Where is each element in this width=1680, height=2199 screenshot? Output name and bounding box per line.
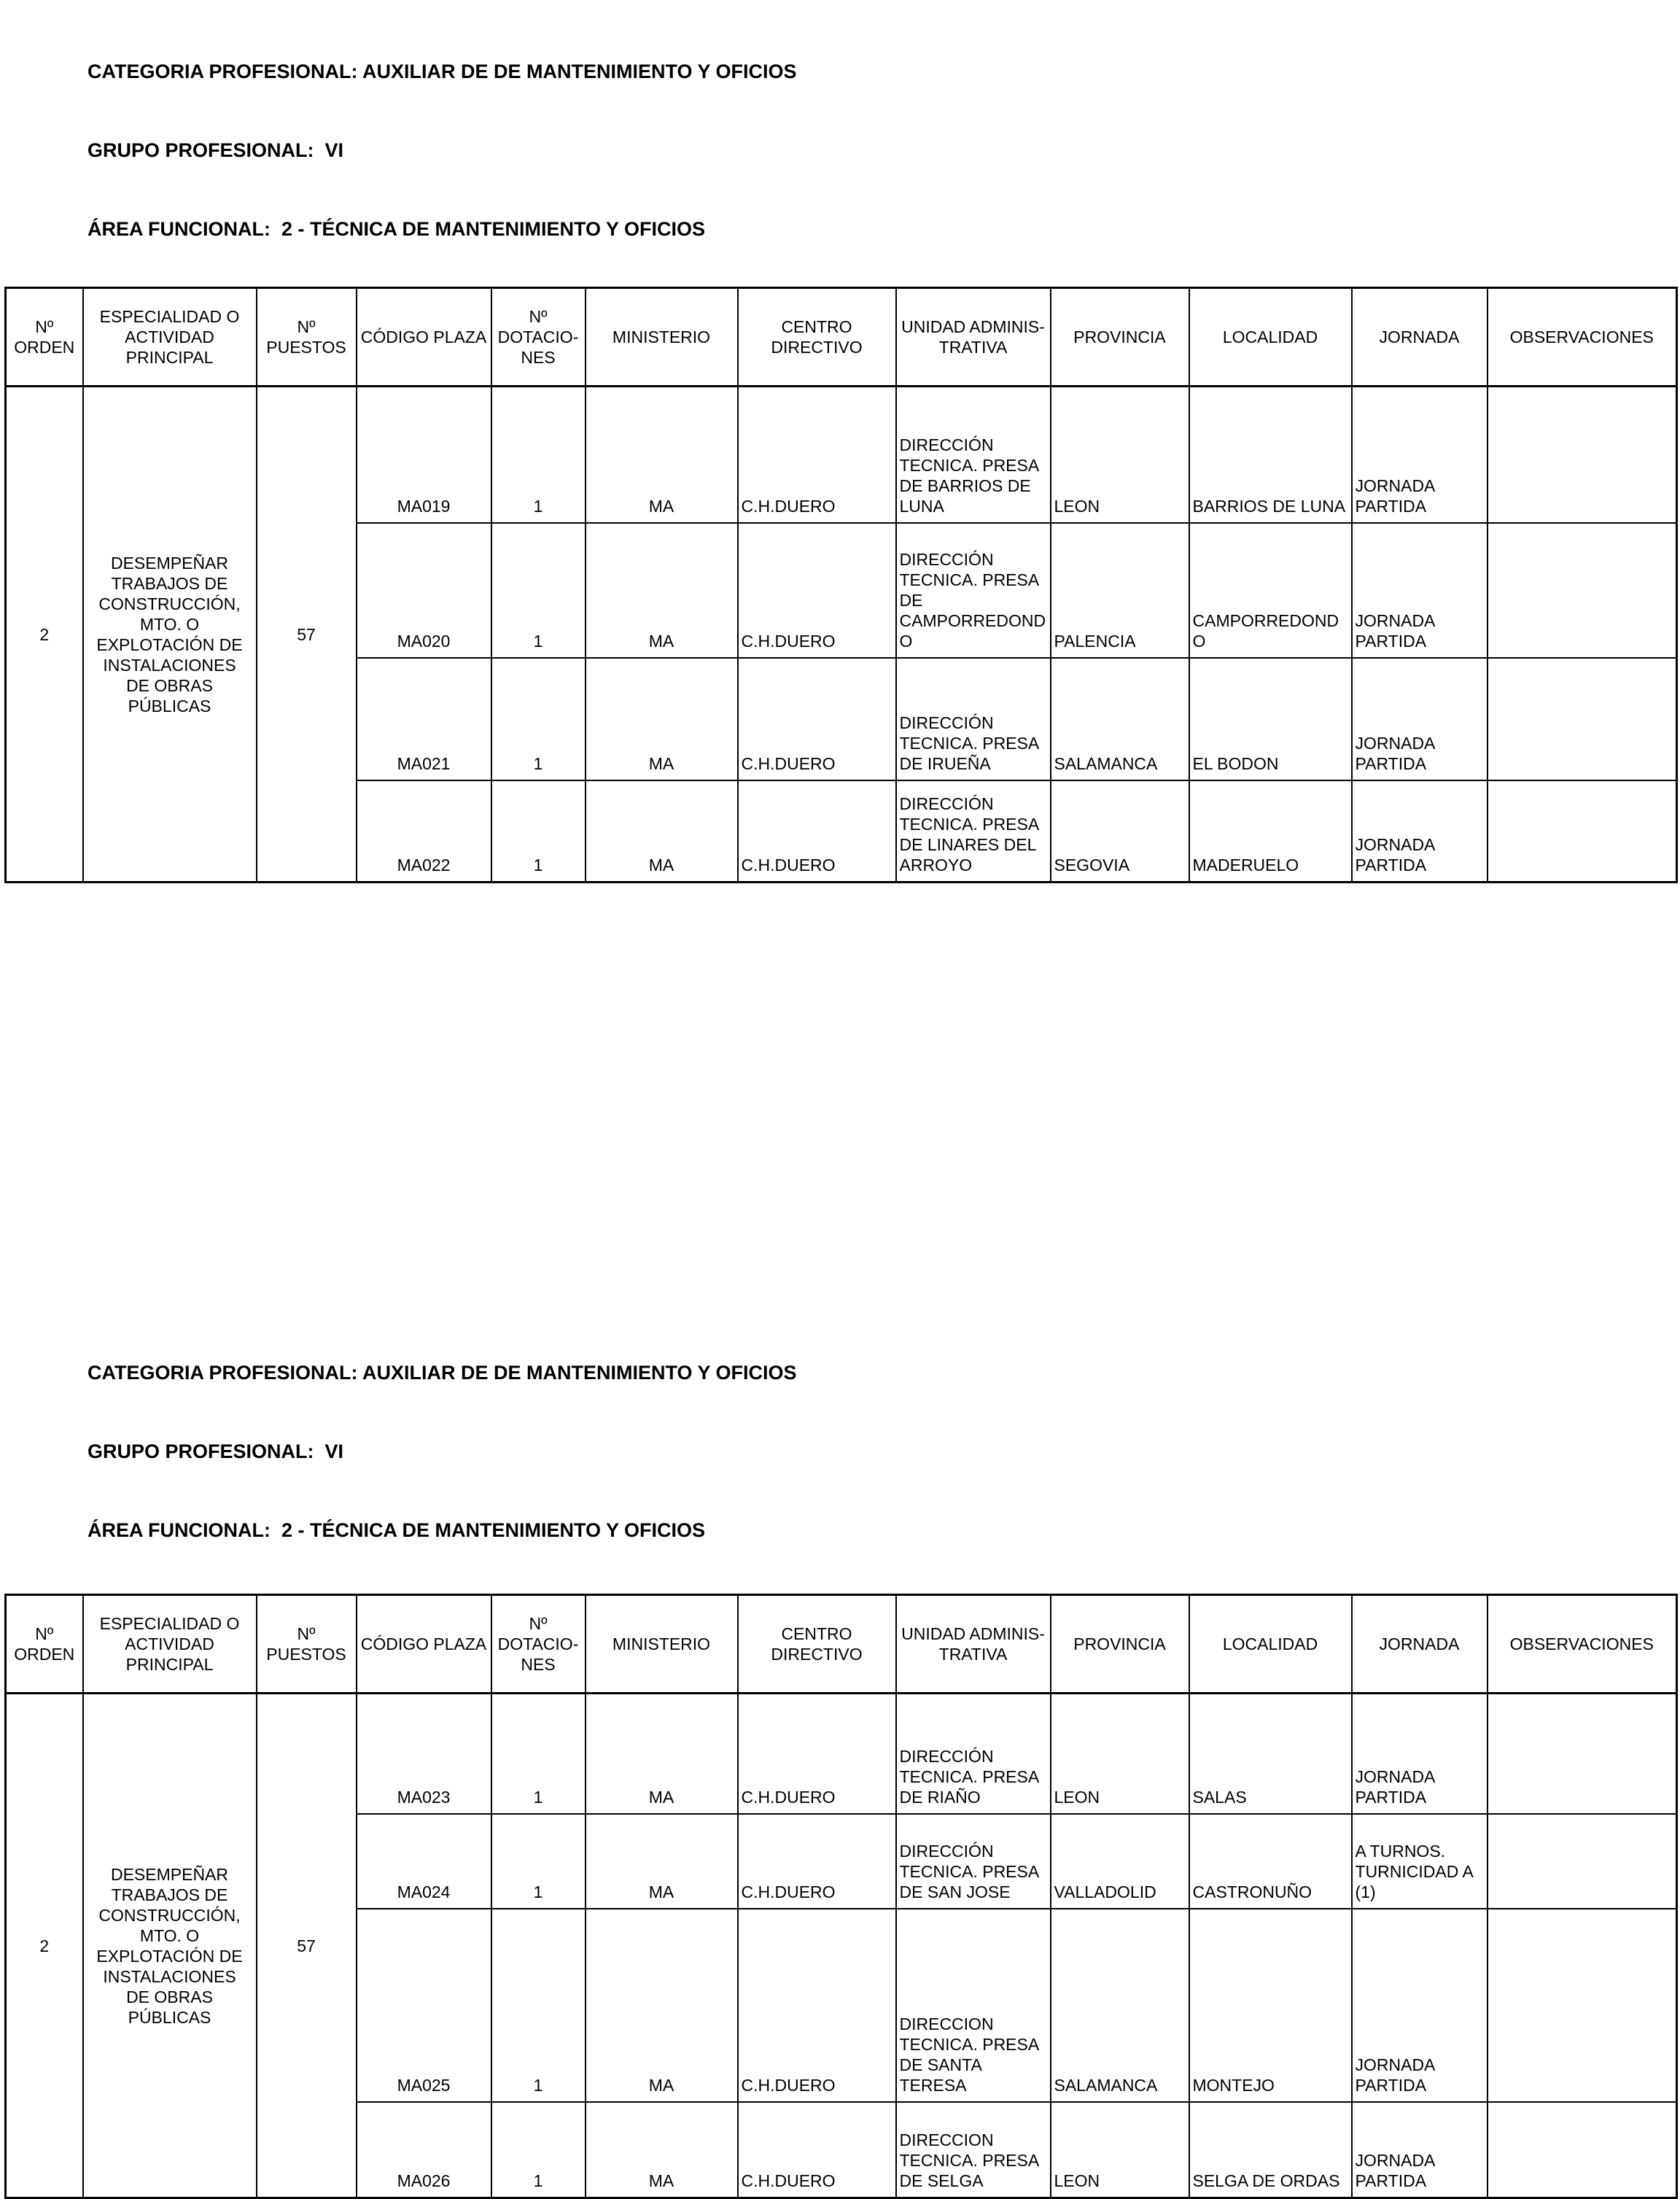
cell-unidad-administrativa: DIRECCIÓN TECNICA. PRESA DE BARRIOS DE LUNA	[896, 387, 1051, 523]
cell-ministerio: MA	[586, 1909, 738, 2102]
cell-observaciones	[1488, 523, 1677, 658]
cell-localidad: SELGA DE ORDAS	[1189, 2102, 1352, 2198]
cell-jornada: JORNADA PARTIDA	[1352, 387, 1488, 523]
cell-num-puestos: 57	[257, 387, 357, 883]
column-header-especialidad: ESPECIALIDAD O ACTIVIDAD PRINCIPAL	[83, 1595, 257, 1694]
cell-observaciones	[1488, 780, 1677, 883]
cell-unidad-administrativa: DIRECCION TECNICA. PRESA DE SANTA TERESA	[896, 1909, 1051, 2102]
table-header-row	[6, 1595, 1677, 1694]
column-header-codigo-plaza: CÓDIGO PLAZA	[357, 288, 491, 387]
cell-ministerio: MA	[586, 387, 738, 523]
column-header-orden: Nº ORDEN	[6, 288, 83, 387]
cell-codigo-plaza: MA021	[357, 658, 491, 780]
cell-dotaciones: 1	[491, 658, 586, 780]
grupo-profesional: GRUPO PROFESIONAL: VI	[88, 1440, 344, 1462]
cell-ministerio: MA	[586, 2102, 738, 2198]
column-header-localidad: LOCALIDAD	[1189, 288, 1352, 387]
cell-unidad-administrativa: DIRECCIÓN TECNICA. PRESA DE LINARES DEL ARROYO	[896, 780, 1051, 883]
section-heading	[88, 6, 1680, 268]
column-header-ministerio: MINISTERIO	[586, 1595, 738, 1694]
cell-centro-directivo: C.H.DUERO	[738, 1909, 896, 2102]
cell-unidad-administrativa: DIRECCIÓN TECNICA. PRESA DE SAN JOSE	[896, 1814, 1051, 1909]
plazas-table	[4, 1594, 1678, 2199]
cell-centro-directivo: C.H.DUERO	[738, 658, 896, 780]
column-header-puestos: Nº PUESTOS	[257, 1595, 357, 1694]
cell-observaciones	[1488, 658, 1677, 780]
cell-ministerio: MA	[586, 780, 738, 883]
column-header-provincia: PROVINCIA	[1051, 288, 1189, 387]
cell-observaciones	[1488, 2102, 1677, 2198]
cell-centro-directivo: C.H.DUERO	[738, 387, 896, 523]
cell-jornada: JORNADA PARTIDA	[1352, 523, 1488, 658]
cell-provincia: PALENCIA	[1051, 523, 1189, 658]
cell-especialidad: DESEMPEÑAR TRABAJOS DE CONSTRUCCIÓN, MTO. O EXPLOTACIÓN DE INSTALACIONES DE OBRAS PÚBLICAS	[83, 387, 257, 883]
cell-dotaciones: 1	[491, 1814, 586, 1909]
cell-centro-directivo: C.H.DUERO	[738, 1814, 896, 1909]
categoria-profesional: CATEGORIA PROFESIONAL: AUXILIAR DE DE MANTENIMIENTO Y OFICIOS	[88, 1362, 797, 1384]
cell-localidad: MADERUELO	[1189, 780, 1352, 883]
cell-provincia: SALAMANCA	[1051, 658, 1189, 780]
cell-dotaciones: 1	[491, 1694, 586, 1814]
plazas-table	[4, 287, 1678, 883]
cell-codigo-plaza: MA026	[357, 2102, 491, 2198]
column-header-ministerio: MINISTERIO	[586, 288, 738, 387]
cell-provincia: LEON	[1051, 1694, 1189, 1814]
column-header-centro-directivo: CENTRO DIRECTIVO	[738, 288, 896, 387]
column-header-observaciones: OBSERVACIONES	[1488, 1595, 1677, 1694]
cell-provincia: LEON	[1051, 387, 1189, 523]
cell-codigo-plaza: MA019	[357, 387, 491, 523]
cell-ministerio: MA	[586, 1814, 738, 1909]
column-header-observaciones: OBSERVACIONES	[1488, 288, 1677, 387]
column-header-localidad: LOCALIDAD	[1189, 1595, 1352, 1694]
cell-dotaciones: 1	[491, 780, 586, 883]
cell-jornada: JORNADA PARTIDA	[1352, 2102, 1488, 2198]
column-header-codigo-plaza: CÓDIGO PLAZA	[357, 1595, 491, 1694]
cell-jornada: A TURNOS. TURNICIDAD A (1)	[1352, 1814, 1488, 1909]
cell-centro-directivo: C.H.DUERO	[738, 780, 896, 883]
column-header-orden: Nº ORDEN	[6, 1595, 83, 1694]
cell-jornada: JORNADA PARTIDA	[1352, 1694, 1488, 1814]
cell-dotaciones: 1	[491, 523, 586, 658]
column-header-dotaciones: Nº DOTACIO-NES	[491, 1595, 586, 1694]
cell-centro-directivo: C.H.DUERO	[738, 2102, 896, 2198]
cell-jornada: JORNADA PARTIDA	[1352, 1909, 1488, 2102]
cell-provincia: VALLADOLID	[1051, 1814, 1189, 1909]
cell-unidad-administrativa: DIRECCIÓN TECNICA. PRESA DE IRUEÑA	[896, 658, 1051, 780]
cell-jornada: JORNADA PARTIDA	[1352, 658, 1488, 780]
cell-num-orden: 2	[6, 387, 83, 883]
cell-dotaciones: 1	[491, 2102, 586, 2198]
cell-jornada: JORNADA PARTIDA	[1352, 780, 1488, 883]
cell-provincia: SALAMANCA	[1051, 1909, 1189, 2102]
column-header-centro-directivo: CENTRO DIRECTIVO	[738, 1595, 896, 1694]
cell-codigo-plaza: MA022	[357, 780, 491, 883]
table-row	[6, 1694, 1677, 1814]
cell-codigo-plaza: MA020	[357, 523, 491, 658]
cell-unidad-administrativa: DIRECCIÓN TECNICA. PRESA DE CAMPORREDONDO	[896, 523, 1051, 658]
cell-centro-directivo: C.H.DUERO	[738, 1694, 896, 1814]
cell-especialidad: DESEMPEÑAR TRABAJOS DE CONSTRUCCIÓN, MTO. O EXPLOTACIÓN DE INSTALACIONES DE OBRAS PÚBLICAS	[83, 1694, 257, 2198]
cell-num-orden: 2	[6, 1694, 83, 2198]
cell-unidad-administrativa: DIRECCION TECNICA. PRESA DE SELGA	[896, 2102, 1051, 2198]
categoria-profesional: CATEGORIA PROFESIONAL: AUXILIAR DE DE MANTENIMIENTO Y OFICIOS	[88, 61, 797, 82]
area-funcional: ÁREA FUNCIONAL: 2 - TÉCNICA DE MANTENIMIENTO Y OFICIOS	[88, 1519, 706, 1541]
cell-num-puestos: 57	[257, 1694, 357, 2198]
cell-codigo-plaza: MA025	[357, 1909, 491, 2102]
cell-localidad: CAMPORREDONDO	[1189, 523, 1352, 658]
cell-ministerio: MA	[586, 658, 738, 780]
cell-ministerio: MA	[586, 523, 738, 658]
cell-localidad: BARRIOS DE LUNA	[1189, 387, 1352, 523]
cell-dotaciones: 1	[491, 387, 586, 523]
cell-observaciones	[1488, 1694, 1677, 1814]
cell-provincia: LEON	[1051, 2102, 1189, 2198]
column-header-especialidad: ESPECIALIDAD O ACTIVIDAD PRINCIPAL	[83, 288, 257, 387]
cell-unidad-administrativa: DIRECCIÓN TECNICA. PRESA DE RIAÑO	[896, 1694, 1051, 1814]
cell-localidad: CASTRONUÑO	[1189, 1814, 1352, 1909]
cell-codigo-plaza: MA023	[357, 1694, 491, 1814]
area-funcional: ÁREA FUNCIONAL: 2 - TÉCNICA DE MANTENIMIENTO Y OFICIOS	[88, 218, 706, 240]
column-header-puestos: Nº PUESTOS	[257, 288, 357, 387]
cell-observaciones	[1488, 387, 1677, 523]
column-header-provincia: PROVINCIA	[1051, 1595, 1189, 1694]
cell-provincia: SEGOVIA	[1051, 780, 1189, 883]
column-header-jornada: JORNADA	[1352, 288, 1488, 387]
cell-localidad: SALAS	[1189, 1694, 1352, 1814]
column-header-unidad-administrativa: UNIDAD ADMINIS-TRATIVA	[896, 1595, 1051, 1694]
cell-codigo-plaza: MA024	[357, 1814, 491, 1909]
cell-observaciones	[1488, 1909, 1677, 2102]
column-header-unidad-administrativa: UNIDAD ADMINIS-TRATIVA	[896, 288, 1051, 387]
section-heading	[88, 1307, 1680, 1570]
cell-dotaciones: 1	[491, 1909, 586, 2102]
grupo-profesional: GRUPO PROFESIONAL: VI	[88, 139, 344, 161]
document-page	[0, 6, 1680, 2190]
column-header-dotaciones: Nº DOTACIO-NES	[491, 288, 586, 387]
table-row	[6, 387, 1677, 523]
column-header-jornada: JORNADA	[1352, 1595, 1488, 1694]
cell-ministerio: MA	[586, 1694, 738, 1814]
cell-localidad: EL BODON	[1189, 658, 1352, 780]
cell-centro-directivo: C.H.DUERO	[738, 523, 896, 658]
cell-localidad: MONTEJO	[1189, 1909, 1352, 2102]
cell-observaciones	[1488, 1814, 1677, 1909]
table-header-row	[6, 288, 1677, 387]
